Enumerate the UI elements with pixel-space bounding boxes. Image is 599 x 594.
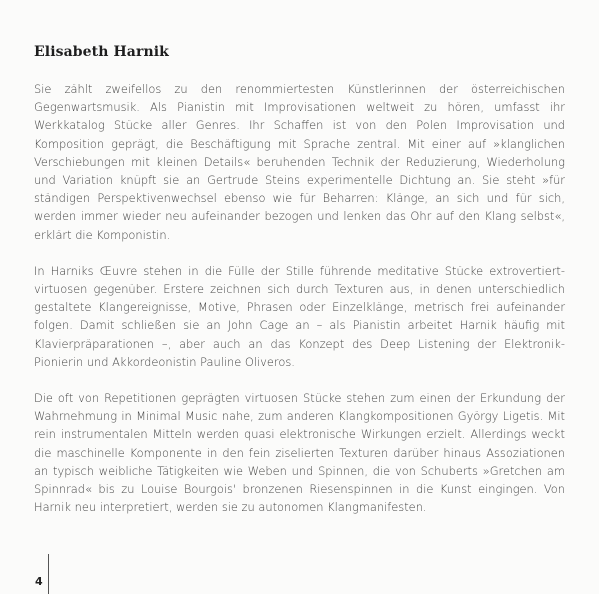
page-number-divider [48, 554, 49, 594]
paragraph-2: In Harniks Œuvre stehen in die Fülle der Stille führende meditative Stücke extrovertiert-virtuosen gegenüber. Erstere zeichnen sich durch Texturen aus, in denen unterschiedlich gestaltete Klangereignisse, Motive, Phrasen oder Einzelklänge, metrisch frei aufeinander folgen. Damit schließen sie an John Cage an – als Pianistin arbeitet Harnik häufig mit Klavierpräparationen –, aber auch an das Konzept des Deep Listening der Elektronik-Pionierin und Akkordeonistin Pauline Oliveros. [34, 263, 565, 369]
page-title: Elisabeth Harnik [34, 44, 169, 60]
paragraph-3: Die oft von Repetitionen geprägten virtuosen Stücke stehen zum einen der Erkundung der Wahrnehmung in Minimal Music nahe, zum anderen Klangkompositionen György Ligetis. Mit rein instrumentalen Mitteln werden quasi elektronische Wirkungen erzielt. Allerdings weckt die maschinelle Komponente in den fein ziselierten Texturen darüber hinaus Assoziationen an typisch weibliche Tätigkeiten wie Weben und Spinnen, die von Schuberts »Gretchen am Spinnrad« bis zu Louise Bourgois' bronzenen Riesenspinnen in die Kunst eingingen. Von Harnik neu interpretiert, werden sie zu autonomen Klangmanifesten. [34, 391, 565, 515]
article-body [34, 80, 565, 516]
paragraph-1: Sie zählt zweifellos zu den renommiertesten Künstlerinnen der österreichischen Gegenwartsmusik. Als Pianistin mit Improvisationen weltweit zu hören, umfasst ihr Werkkatalog Stücke aller Genres. Ihr Schaffen ist von den Polen Improvisation und Komposition geprägt, die Beschäftigung mit Sprache zentral. Mit einer auf »klanglichen Verschiebungen mit kleinen Details« beruhenden Technik der Reduzierung, Wiederholung und Variation knüpft sie an Gertrude Steins experimentelle Dichtung an. Sie steht »für ständigen Perspektivenwechsel ebenso wie für Beharren: Klänge, an sich und für sich, werden immer wieder neu aufeinander bezogen und lenken das Ohr auf den Klang selbst«, erklärt die Komponistin. [34, 82, 565, 242]
page-number: 4 [35, 575, 43, 588]
